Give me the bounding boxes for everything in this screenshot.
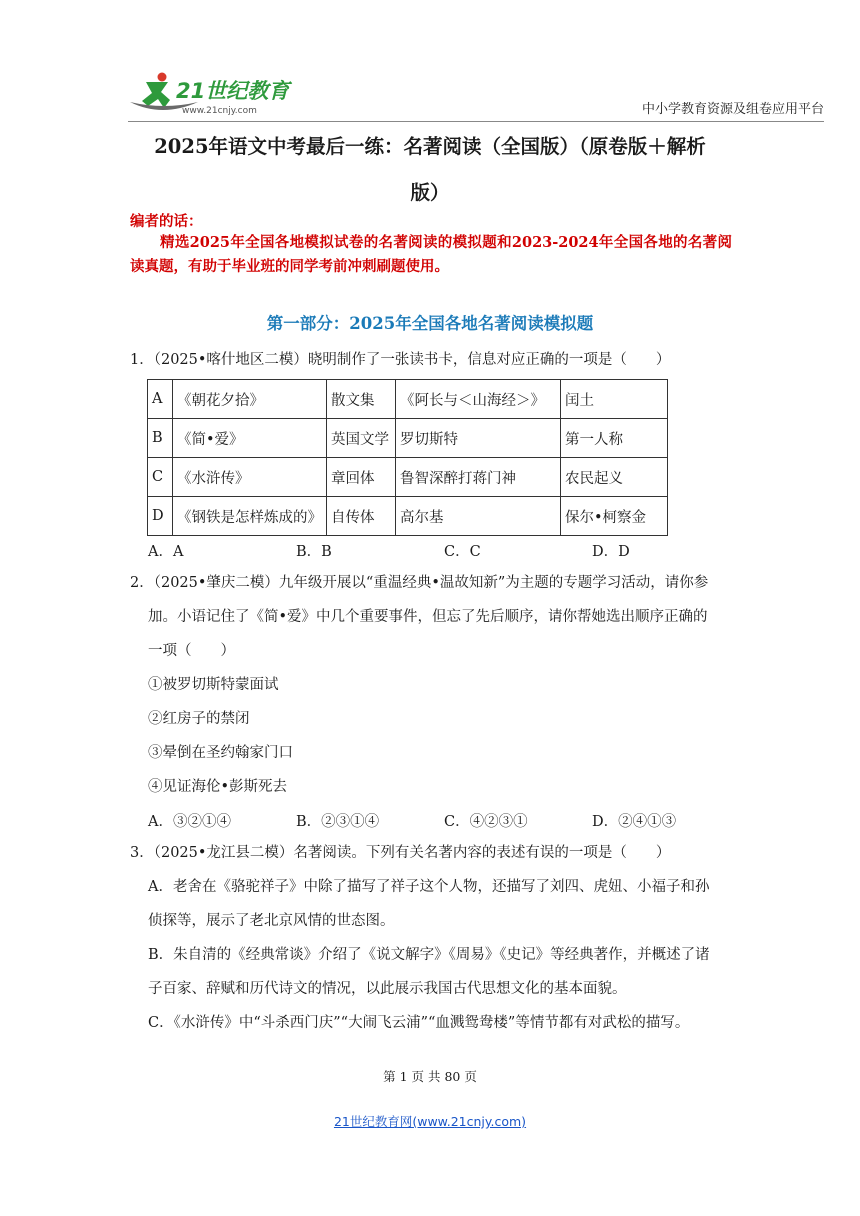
- question-1-stem: 1．（2025•喀什地区二模）晓明制作了一张读书卡，信息对应正确的一项是（ ）: [130, 352, 671, 368]
- option-d[interactable]: D．D: [592, 544, 630, 560]
- option-a[interactable]: A．A: [148, 544, 184, 560]
- table-cell: 保尔•柯察金: [561, 497, 668, 536]
- table-cell: 罗切斯特: [396, 419, 561, 458]
- question-2-options: [148, 810, 676, 831]
- table-row: [148, 380, 668, 419]
- table-cell: 章回体: [327, 458, 396, 497]
- question-2-line: 加。小语记住了《简•爱》中几个重要事件，但忘了先后顺序，请你帮她选出顺序正确的: [148, 609, 708, 625]
- table-cell: 散文集: [327, 380, 396, 419]
- event-item: ③晕倒在圣约翰家门口: [148, 745, 293, 761]
- option-c[interactable]: C．④②③①: [444, 814, 528, 830]
- reading-card-table: [147, 379, 668, 536]
- table-cell: 《水浒传》: [173, 458, 327, 497]
- table-row: [148, 458, 668, 497]
- platform-name: 中小学教育资源及组卷应用平台: [641, 102, 824, 117]
- table-cell: 农民起义: [561, 458, 668, 497]
- event-item: ④见证海伦•彭斯死去: [148, 779, 288, 795]
- option-b[interactable]: B．B: [296, 544, 332, 560]
- site-logo: [128, 68, 298, 118]
- editor-text: 精选2025年全国各地模拟试卷的名著阅读的模拟题和2023-2024年全国各地的名著阅读真题，有助于毕业班的同学考前冲刺刷题使用。: [130, 234, 732, 275]
- logo-runner: [142, 82, 170, 108]
- table-row: [148, 419, 668, 458]
- question-1: [130, 343, 732, 377]
- option-c[interactable]: C．C: [444, 544, 481, 560]
- question-2: [130, 566, 732, 804]
- title-line-2: 版）: [410, 181, 450, 204]
- question-2-line: 2．（2025•肇庆二模）九年级开展以“重温经典•温故知新”为主题的专题学习活动，请你参: [130, 575, 709, 591]
- table-cell: B: [148, 419, 173, 458]
- table-cell: 鲁智深醉打蒋门神: [396, 458, 561, 497]
- table-cell: 《钢铁是怎样炼成的》: [173, 497, 327, 536]
- logo-text: 21世纪教育: [176, 79, 290, 103]
- question-3: [130, 836, 732, 1040]
- table-row: [148, 497, 668, 536]
- option-a[interactable]: A．③②①④: [148, 814, 231, 830]
- header-rule: [128, 121, 824, 122]
- option-b-text: 子百家、辞赋和历代诗文的情况，以此展示我国古代思想文化的基本面貌。: [148, 981, 627, 997]
- option-a-text: 侦探等，展示了老北京风情的世态图。: [148, 913, 395, 929]
- logo-url: www.21cnjy.com: [182, 106, 257, 116]
- site-link[interactable]: 21世纪教育网(www.21cnjy.com): [333, 1114, 527, 1129]
- editor-label: 编者的话：: [130, 213, 203, 230]
- option-c-text: C．《水浒传》中“斗杀西门庆”“大闹飞云浦”“血溅鸳鸯楼”等情节都有对武松的描写。: [148, 1015, 690, 1031]
- table-cell: 《简•爱》: [173, 419, 327, 458]
- option-d[interactable]: D．②④①③: [592, 814, 677, 830]
- table-cell: 高尔基: [396, 497, 561, 536]
- page-title: [128, 124, 732, 216]
- title-line-1: 2025年语文中考最后一练：名著阅读（全国版）（原卷版＋解析: [154, 135, 706, 158]
- logo-head: [158, 73, 167, 82]
- table-cell: 《朝花夕拾》: [173, 380, 327, 419]
- table-cell: 自传体: [327, 497, 396, 536]
- page-number: 第 1 页 共 80 页: [383, 1069, 477, 1084]
- event-item: ①被罗切斯特蒙面试: [148, 677, 279, 693]
- table-cell: 闰土: [561, 380, 668, 419]
- question-1-options: [148, 540, 630, 561]
- table-cell: 英国文学: [327, 419, 396, 458]
- table-cell: 《阿长与＜山海经＞》: [396, 380, 561, 419]
- table-cell: 第一人称: [561, 419, 668, 458]
- event-item: ②红房子的禁闭: [148, 711, 250, 727]
- table-cell: A: [148, 380, 173, 419]
- option-a-text: A．老舍在《骆驼祥子》中除了描写了祥子这个人物，还描写了刘四、虎妞、小福子和孙: [148, 879, 710, 895]
- question-2-line: 一项（ ）: [148, 643, 235, 659]
- table-cell: C: [148, 458, 173, 497]
- option-b-text: B．朱自清的《经典常谈》介绍了《说文解字》《周易》《史记》等经典著作，并概述了诸: [148, 947, 710, 963]
- table-cell: D: [148, 497, 173, 536]
- section-title: 第一部分：2025年全国各地名著阅读模拟题: [266, 314, 594, 333]
- option-b[interactable]: B．②③①④: [296, 814, 380, 830]
- question-3-line: 3．（2025•龙江县二模）名著阅读。下列有关名著内容的表述有误的一项是（ ）: [130, 845, 671, 861]
